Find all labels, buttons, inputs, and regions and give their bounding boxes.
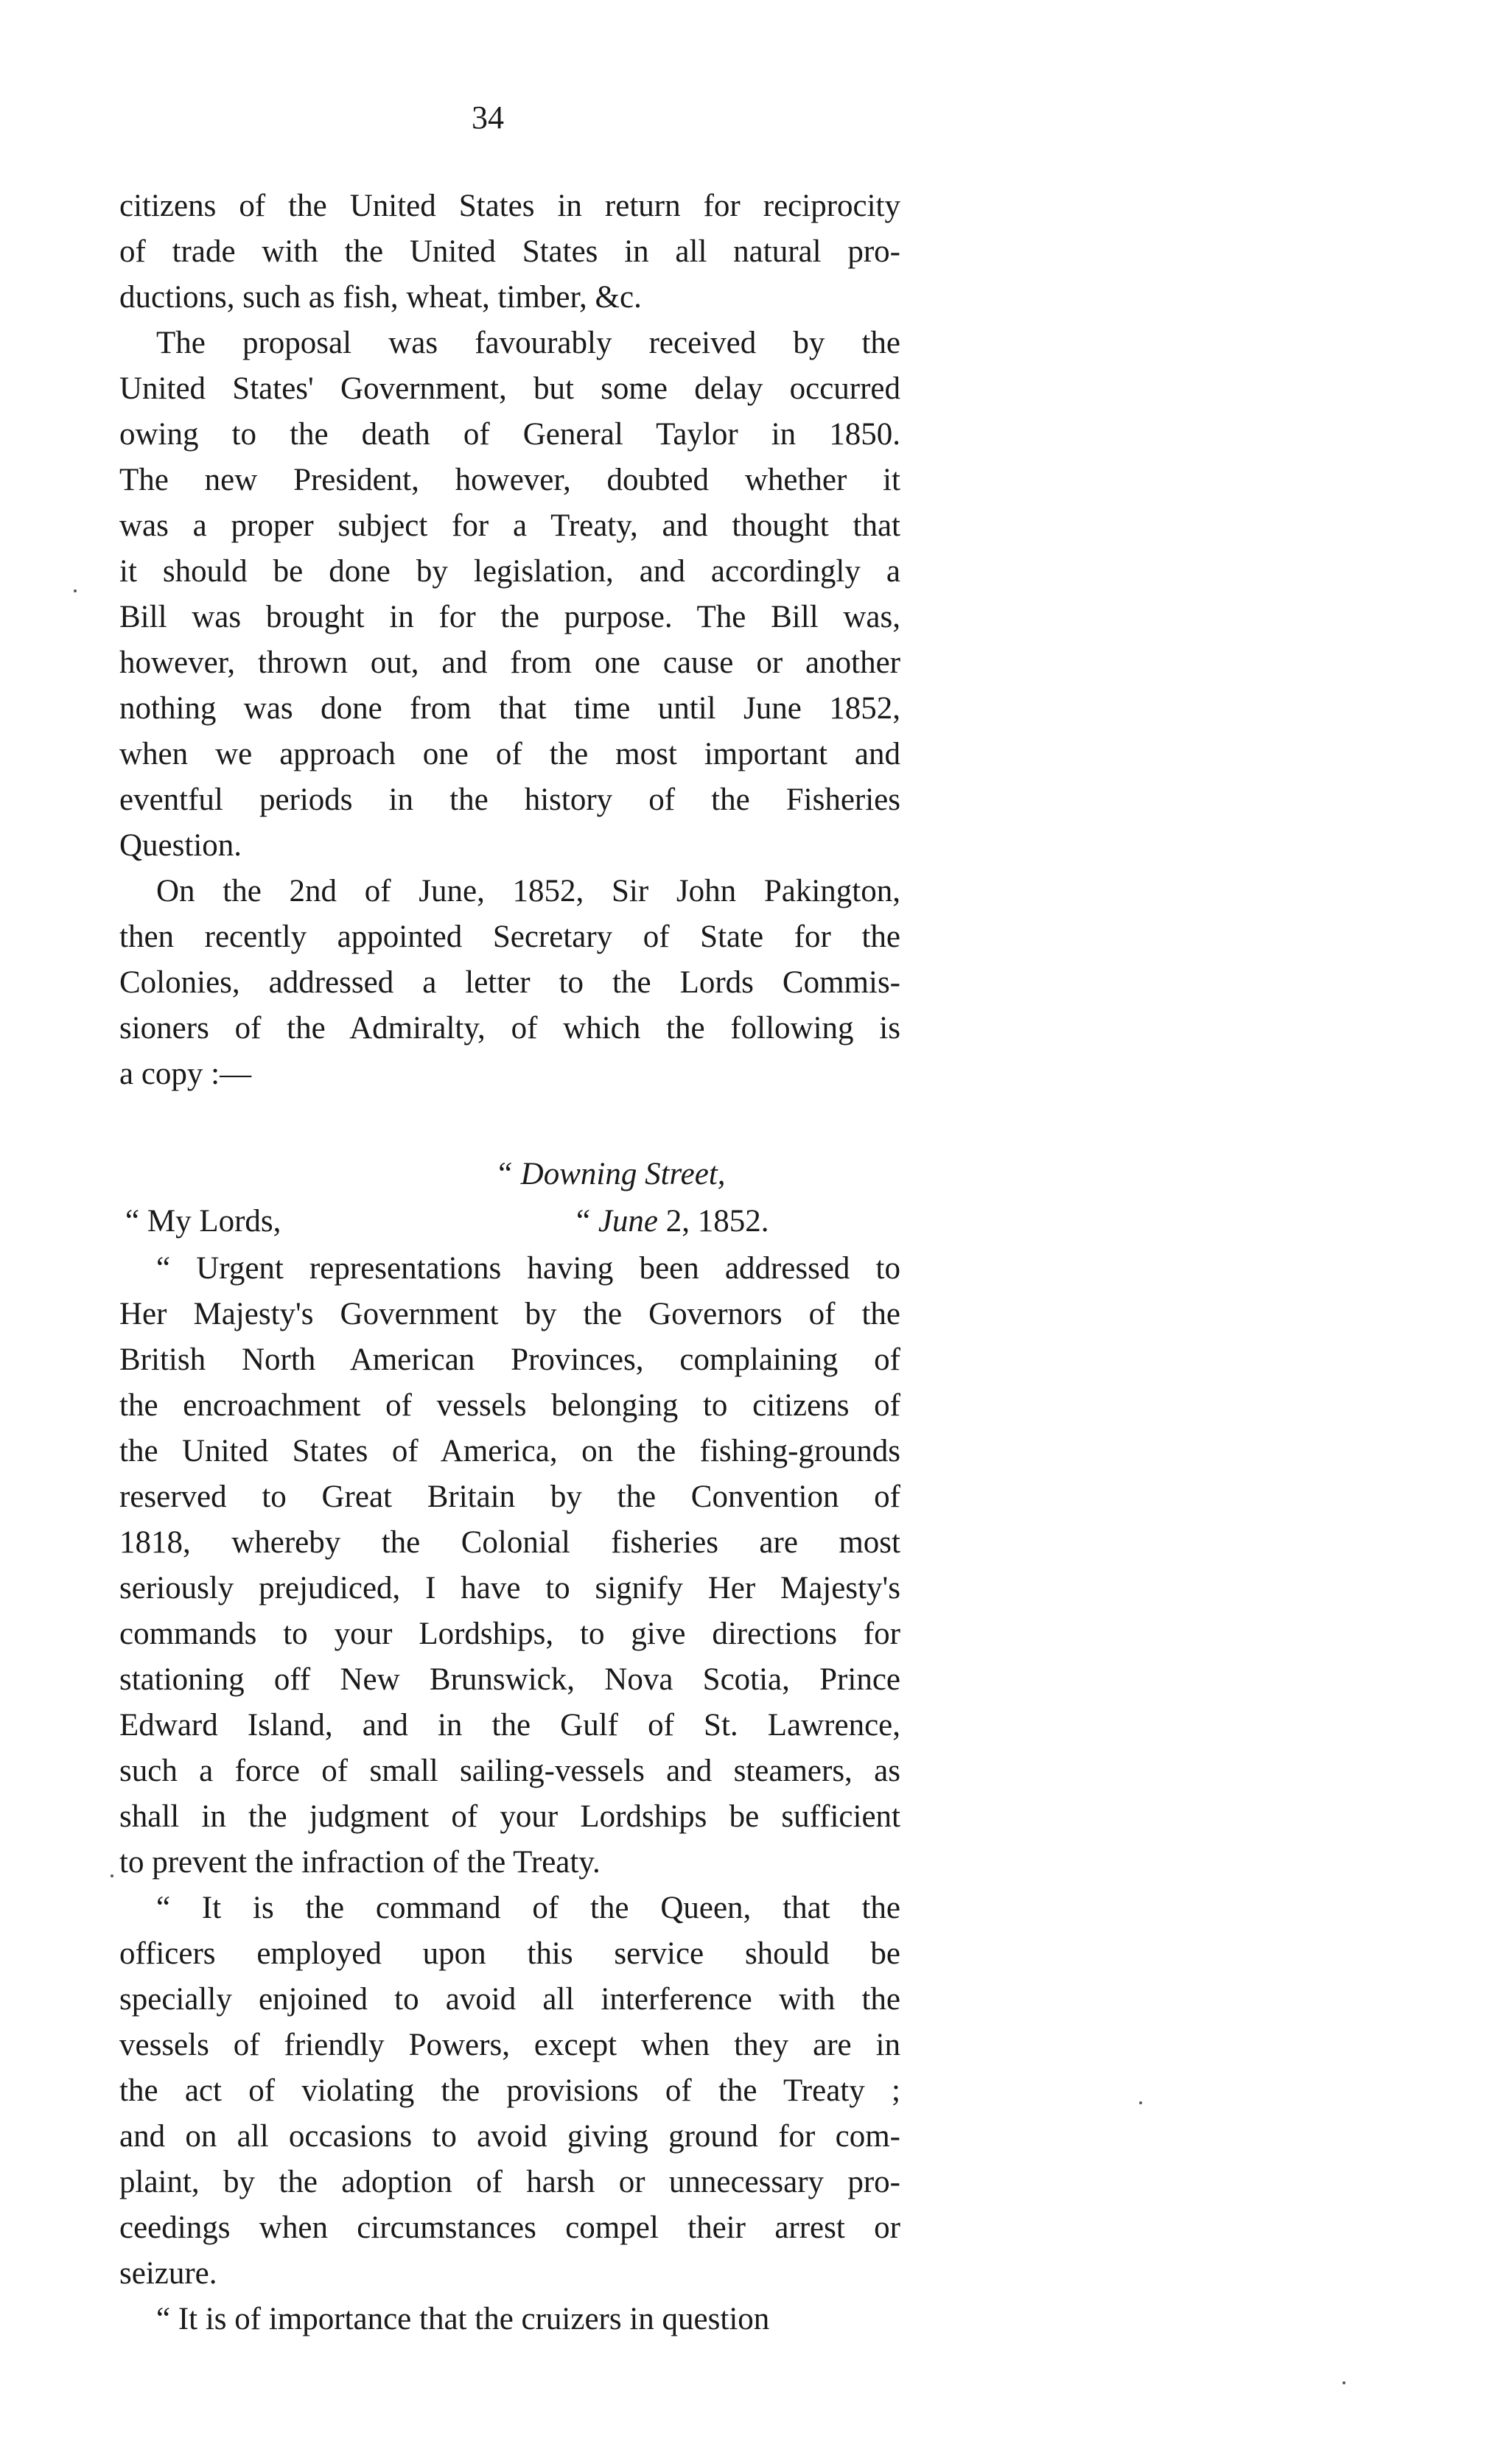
text-line: citizens of the United States in return for reciprocity bbox=[119, 189, 900, 223]
scan-speck bbox=[1139, 2101, 1142, 2104]
text-line: British North American Provinces, complaining of bbox=[119, 1342, 900, 1377]
text-line: Question. bbox=[119, 828, 242, 863]
text-line: “ Urgent representations having been addressed to bbox=[156, 1251, 900, 1286]
text-line: seriously prejudiced, I have to signify Her Majesty's bbox=[119, 1571, 900, 1606]
letter-date-quote: “ bbox=[576, 1204, 591, 1239]
text-line: when we approach one of the most important and bbox=[119, 737, 900, 771]
letter-date-rest: 2, 1852. bbox=[658, 1204, 769, 1239]
text-line: Her Majesty's Government by the Governors of the bbox=[119, 1297, 900, 1331]
text-line: the act of violating the provisions of the Treaty ; bbox=[119, 2073, 900, 2108]
text-line: commands to your Lordships, to give directions for bbox=[119, 1617, 900, 1651]
letter-date-month: June bbox=[598, 1204, 659, 1239]
text-line: Bill was brought in for the purpose. The Bill was, bbox=[119, 600, 900, 634]
text-line: however, thrown out, and from one cause or another bbox=[119, 645, 900, 680]
page-number: 34 bbox=[472, 99, 504, 136]
text-line: of trade with the United States in all natural pro- bbox=[119, 234, 900, 269]
text-line: vessels of friendly Powers, except when they are in bbox=[119, 2028, 900, 2062]
text-line: United States' Government, but some delay occurred bbox=[119, 371, 900, 406]
text-line: The proposal was favourably received by the bbox=[156, 326, 900, 360]
text-line: 1818, whereby the Colonial fisheries are most bbox=[119, 1525, 900, 1560]
text-line: and on all occasions to avoid giving ground for com- bbox=[119, 2119, 900, 2154]
text-line: “ It is of importance that the cruizers in question bbox=[156, 2302, 770, 2336]
text-line: seizure. bbox=[119, 2256, 217, 2291]
text-line: to prevent the infraction of the Treaty. bbox=[119, 1845, 601, 1880]
text-line: ductions, such as fish, wheat, timber, &c. bbox=[119, 280, 642, 315]
text-line: The new President, however, doubted whether it bbox=[119, 463, 900, 497]
text-line: then recently appointed Secretary of State for the bbox=[119, 920, 900, 954]
text-line: shall in the judgment of your Lordships be sufficient bbox=[119, 1799, 900, 1834]
text-line: officers employed upon this service should be bbox=[119, 1936, 900, 1971]
text-line: eventful periods in the history of the Fisheries bbox=[119, 782, 900, 817]
text-line: such a force of small sailing-vessels and steamers, as bbox=[119, 1754, 900, 1788]
letter-salutation: “ My Lords, bbox=[125, 1204, 281, 1239]
text-line: sioners of the Admiralty, of which the following is bbox=[119, 1011, 900, 1046]
text-line: On the 2nd of June, 1852, Sir John Pakington, bbox=[156, 874, 900, 908]
text-line: the encroachment of vessels belonging to citizens of bbox=[119, 1388, 900, 1423]
text-line: Edward Island, and in the Gulf of St. Lawrence, bbox=[119, 1708, 900, 1743]
text-line: reserved to Great Britain by the Convention of bbox=[119, 1480, 900, 1514]
text-line: the United States of America, on the fishing-grounds bbox=[119, 1434, 900, 1468]
text-line: plaint, by the adoption of harsh or unnecessary pro- bbox=[119, 2165, 900, 2199]
text-line: it should be done by legislation, and accordingly a bbox=[119, 554, 900, 589]
text-line: was a proper subject for a Treaty, and thought that bbox=[119, 508, 900, 543]
text-line: stationing off New Brunswick, Nova Scotia, Prince bbox=[119, 1662, 900, 1697]
text-line: Colonies, addressed a letter to the Lords Commis- bbox=[119, 965, 900, 1000]
text-line: owing to the death of General Taylor in 1850. bbox=[119, 417, 900, 452]
text-line: nothing was done from that time until June 1852, bbox=[119, 691, 900, 726]
letter-date bbox=[576, 1205, 769, 1237]
letter-place: “ Downing Street, bbox=[495, 1157, 726, 1191]
text-line: “ It is the command of the Queen, that the bbox=[156, 1891, 900, 1925]
scan-speck bbox=[74, 589, 77, 592]
scan-speck bbox=[1343, 2381, 1345, 2384]
text-line: specially enjoined to avoid all interference with the bbox=[119, 1982, 900, 2017]
scan-speck bbox=[111, 1874, 113, 1877]
text-line: ceedings when circumstances compel their arrest or bbox=[119, 2210, 900, 2245]
text-line: a copy :— bbox=[119, 1057, 252, 1091]
